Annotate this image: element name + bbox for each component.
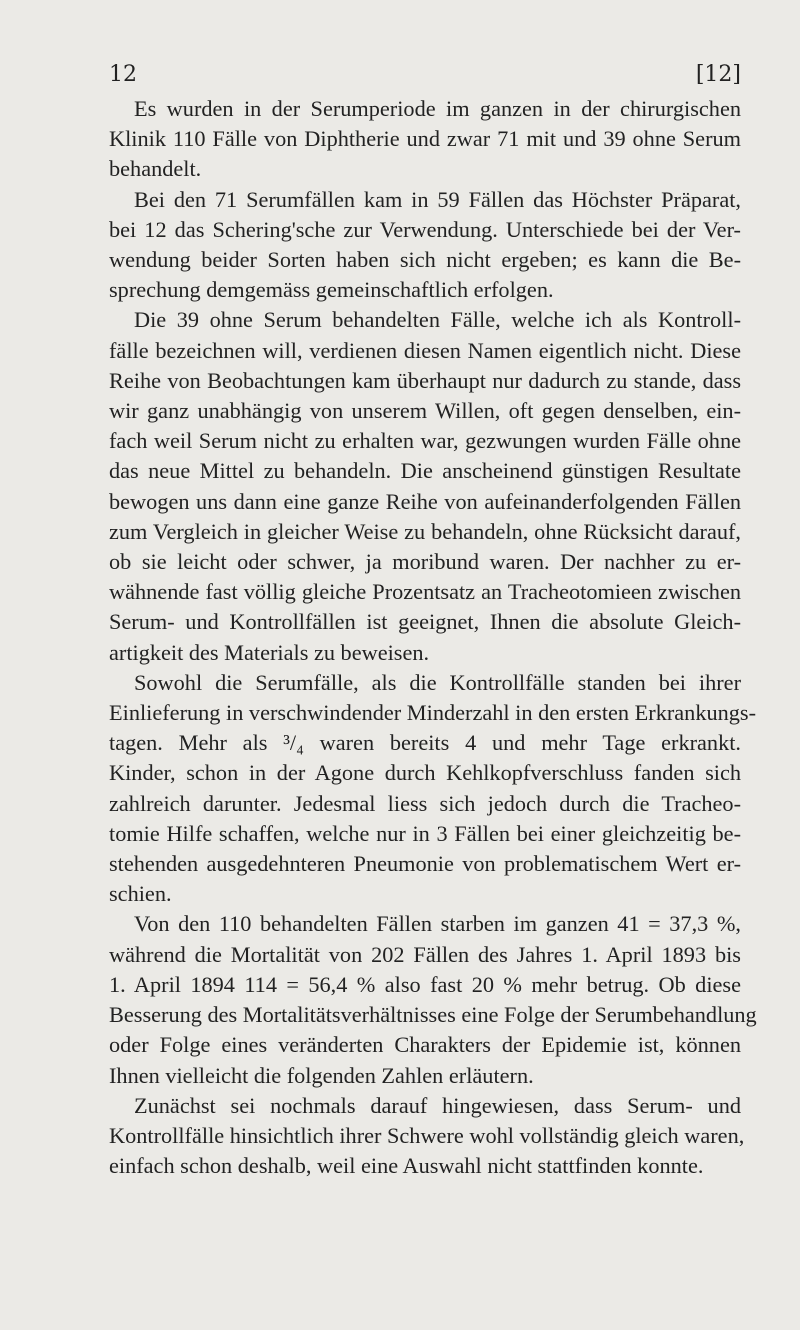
body-text [109, 94, 757, 1181]
text-line: tomie Hilfe schaffen, welche nur in 3 Fällen bei einer gleichzeitig be- [109, 820, 741, 846]
text-line: wendung beider Sorten haben sich nicht ergeben; es kann die Be- [109, 247, 741, 273]
text-line: Sowohl die Serumfälle, als die Kontrollfälle standen bei ihrer [134, 669, 741, 695]
text-line: bewogen uns dann eine ganze Reihe von aufeinanderfolgenden Fällen [109, 488, 741, 514]
text-line: stehenden ausgedehnteren Pneumonie von problematischem Wert er- [109, 851, 741, 877]
text-line: Klinik 110 Fälle von Diphtherie und zwar 71 mit und 39 ohne Serum [109, 126, 741, 152]
text-line: sprechung demgemäss gemeinschaftlich erfolgen. [109, 277, 554, 303]
page-number-right: [12] [695, 62, 741, 87]
text-line: tagen. Mehr als ³/₄ waren bereits 4 und mehr Tage erkrankt. [109, 730, 741, 756]
text-line: fach weil Serum nicht zu erhalten war, gezwungen wurden Fälle ohne [109, 428, 741, 454]
page-header [0, 62, 800, 90]
text-line: wir ganz unabhängig von unserem Willen, oft gegen denselben, ein- [109, 398, 741, 424]
text-line: behandelt. [109, 156, 202, 182]
text-line: Zunächst sei nochmals darauf hingewiesen, dass Serum- und [134, 1092, 741, 1118]
text-line: oder Folge eines veränderten Charakters der Epidemie ist, können [109, 1032, 741, 1058]
text-line: zahlreich darunter. Jedesmal liess sich jedoch durch die Tracheo- [109, 790, 741, 816]
text-line: während die Mortalität von 202 Fällen des Jahres 1. April 1893 bis [109, 941, 741, 967]
text-line: ob sie leicht oder schwer, ja moribund waren. Der nachher zu er- [109, 549, 741, 575]
text-line: Reihe von Beobachtungen kam überhaupt nur dadurch zu stande, dass [109, 367, 741, 393]
text-line: zum Vergleich in gleicher Weise zu behandeln, ohne Rücksicht darauf, [109, 518, 741, 544]
text-line: Besserung des Mortalitätsverhältnisses eine Folge der Serumbehandlung [109, 1002, 757, 1028]
text-line: einfach schon deshalb, weil eine Auswahl nicht stattfinden konnte. [109, 1153, 704, 1179]
text-line: Einlieferung in verschwindender Minderzahl in den ersten Erkrankungs- [109, 700, 757, 726]
text-line: Es wurden in der Serumperiode im ganzen in der chirurgischen [134, 96, 741, 121]
text-line: Kinder, schon in der Agone durch Kehlkopfverschluss fanden sich [109, 760, 741, 786]
text-line: artigkeit des Materials zu beweisen. [109, 639, 430, 665]
text-line: 1. April 1894 114 = 56,4 % also fast 20 % mehr betrug. Ob diese [109, 971, 741, 997]
text-line: Bei den 71 Serumfällen kam in 59 Fällen das Höchster Präparat, [134, 186, 741, 212]
text-line: schien. [109, 881, 172, 907]
text-line: Von den 110 behandelten Fällen starben im ganzen 41 = 37,3 %, [134, 911, 741, 937]
text-line: Die 39 ohne Serum behandelten Fälle, welche ich als Kontroll- [134, 307, 741, 333]
text-line: das neue Mittel zu behandeln. Die anscheinend günstigen Resultate [109, 458, 741, 484]
text-line: Ihnen vielleicht die folgenden Zahlen erläutern. [109, 1062, 534, 1088]
text-line: wähnende fast völlig gleiche Prozentsatz an Tracheotomieen zwischen [109, 579, 741, 605]
text-line: Kontrollfälle hinsichtlich ihrer Schwere wohl vollständig gleich waren, [109, 1122, 745, 1148]
text-line: fälle bezeichnen will, verdienen diesen Namen eigentlich nicht. Diese [109, 337, 741, 363]
text-line: Serum- und Kontrollfällen ist geeignet, Ihnen die absolute Gleich- [109, 609, 741, 635]
page-number-left: 12 [109, 62, 137, 87]
text-line: bei 12 das Schering'sche zur Verwendung. Unterschiede bei der Ver- [109, 216, 741, 242]
